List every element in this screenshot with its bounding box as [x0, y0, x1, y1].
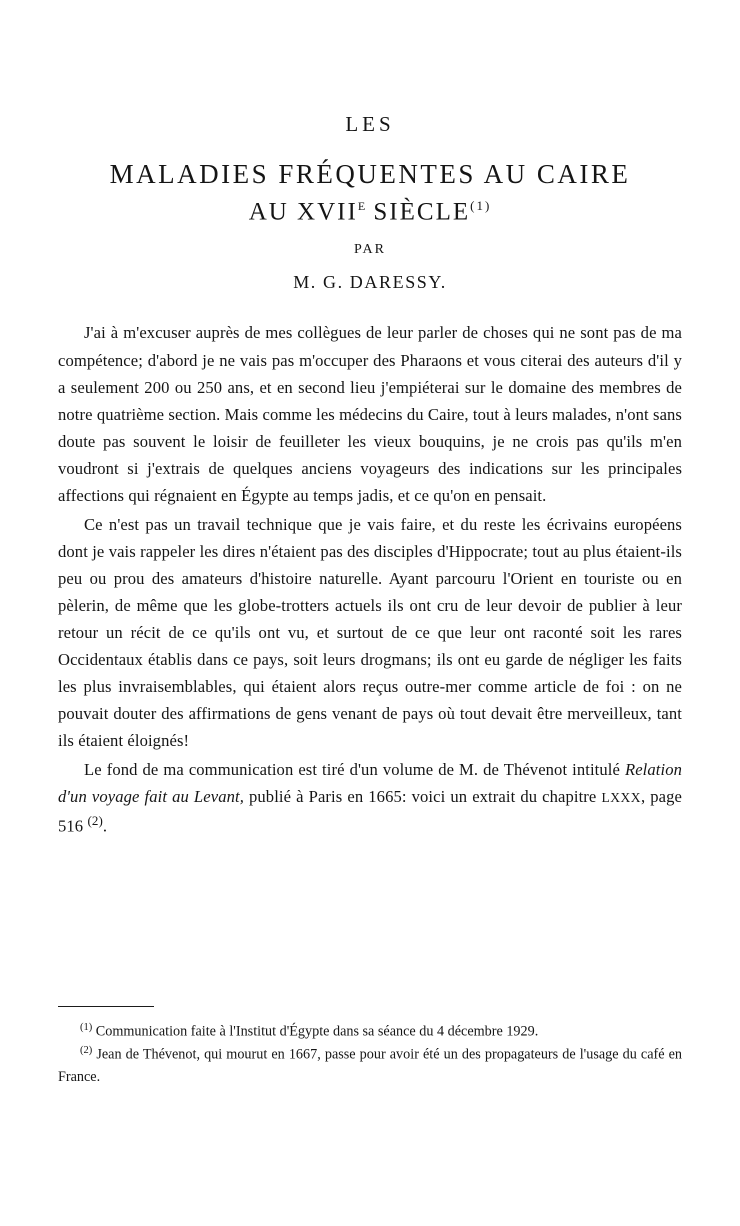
page-subtitle: [58, 198, 682, 226]
footnotes: [58, 1020, 682, 1088]
article-content: [58, 112, 682, 840]
paragraph-3-part4: .: [102, 816, 108, 836]
page-title-overline: LES: [345, 112, 395, 136]
by-label: PAR: [354, 242, 386, 258]
author-name: M. G. DARESSY.: [293, 272, 447, 293]
footnote-1-mark: (1): [80, 1022, 93, 1033]
footnote-2-text: Jean de Thévenot, qui mourut en 1667, passe pour avoir été un des propagateurs de l'usage du café en France.: [58, 1047, 683, 1085]
paragraph-3-part3: , page 516: [58, 787, 682, 836]
paragraph-3-part1: Le fond de ma communication est tiré d'un volume de M. de Thévenot intitulé: [84, 760, 625, 780]
body-text: [58, 319, 682, 839]
book-title-italic: Relation d'un voyage fait au Levant,: [58, 760, 682, 807]
paragraph-3: [58, 756, 682, 840]
title-block: [58, 112, 682, 293]
paragraph-2: Ce n'est pas un travail technique que je vais faire, et du reste les écrivains européens dont je vais rappeler les dires n'étaient pas des disciples d'Hippocrate; tout au plus étaient-ils peu ou prou des amateurs d'histoire naturelle. Ayant parcouru l'Orient en touriste ou en pèlerin, de même que les globe-trotters actuels ils ont cru de leur devoir de publier à leur retour un récit de ce qu'ils ont vu, et surtout de ce que leur ont raconté soit les rares Occidentaux établis dans ce pays, soit leurs drogmans; ils ont eu garde de négliger les faits les plus invraisemblables, qui étaient alors reçus outre-mer comme article de foi : on ne pouvait douter des affirmations de gens venant de pays où tout devait être merveilleux, tant ils étaient éloignés!: [58, 514, 682, 751]
footnote-2: [58, 1043, 682, 1088]
footnote-2-mark: (2): [80, 1045, 93, 1057]
title-footnote-mark: (1): [470, 198, 492, 214]
footnote-1: [58, 1020, 682, 1043]
footnote-1-text: Communication faite à l'Institut d'Égypte dans sa séance du 4 décembre 1929.: [95, 1023, 539, 1040]
paragraph-1: J'ai à m'excuser auprès de mes collègues de leur parler de choses qui ne sont pas de ma compétence; d'abord je ne vais pas m'occuper des Pharaons et vous citerai des auteurs d'il y a seulement 200 ou 250 ans, et en second lieu j'empiéterai sur le domaine des membres de notre quatrième section. Mais comme les médecins du Caire, tout à leurs malades, n'ont sans doute pas souvent le loisir de feuilleter les vieux bouquins, je ne crois pas qu'ils m'en voudront si j'extrais de quelques anciens voyageurs des indications sur les principales affections qui régnaient en Égypte au temps jadis, et ce qu'on en pensait.: [58, 323, 682, 505]
page-title: MALADIES FRÉQUENTES AU CAIRE: [109, 159, 631, 189]
paragraph-footnote-mark: (2): [87, 813, 103, 829]
page-subtitle-part1: AU XVII: [248, 198, 358, 226]
page-subtitle-superscript: E: [357, 199, 366, 214]
footnote-divider: [58, 1006, 154, 1007]
chapter-number: LXXX: [601, 790, 641, 806]
paragraph-3-part2: publié à Paris en 1665: voici un extrait du chapitre: [243, 787, 602, 807]
page-subtitle-part2: SIÈCLE: [365, 198, 471, 226]
